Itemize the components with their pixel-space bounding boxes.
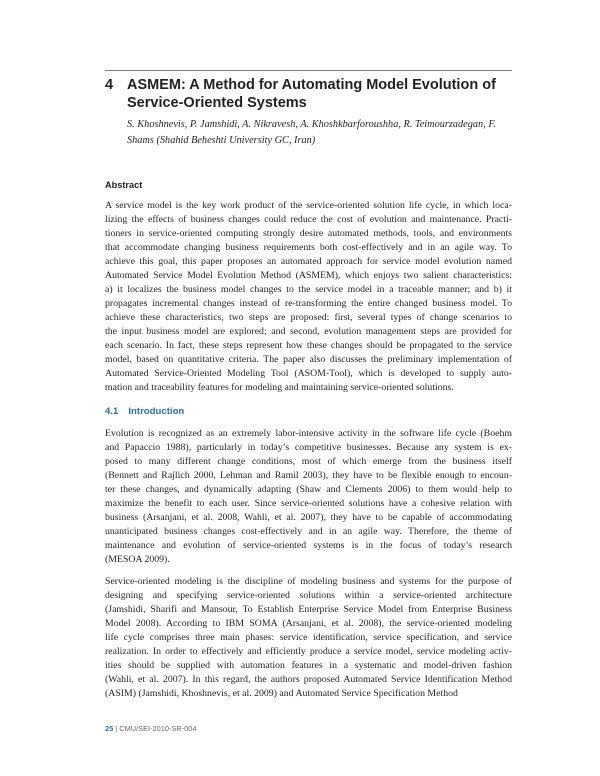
intro-line: ter these changes, and dynamically adapting (Shaw and Clements 2006) to them would help to	[105, 484, 512, 495]
abstract-paragraph	[105, 199, 512, 395]
intro-line: designing and specifying service-oriented solutions within a service-oriented architecture	[105, 590, 512, 601]
abstract-line: achieve this goal, this paper proposes an automated approach for service model evolution named	[105, 256, 512, 267]
intro-line: unanticipated business changes cost-effectively and in an agile way. Therefore, the theme of	[105, 526, 512, 537]
header-rule	[105, 70, 512, 71]
footer-separator: |	[115, 724, 118, 733]
chapter-number: 4	[105, 77, 114, 93]
intro-line: (Jamshidi, Sharifi and Mansour, To Establish Enterprise Service Model from Enterprise Business	[105, 604, 512, 615]
intro-line: life cycle comprises three main phases: service identification, service specification, and service	[105, 632, 512, 643]
abstract-line: model, based on quantitative criteria. The paper also discusses the preliminary implementation of	[105, 354, 512, 365]
author-list	[127, 117, 512, 149]
section-heading	[105, 406, 184, 417]
abstract-line: tioners in service-oriented computing strongly desire automated methods, tools, and environments	[105, 228, 512, 239]
abstract-line: achieve these characteristics, two steps are proposed: first, several types of change scenarios to	[105, 312, 512, 323]
page-number: 25	[105, 724, 114, 733]
abstract-line: lizing the effects of business changes could reduce the cost of evolution and maintenance. Practi-	[105, 214, 512, 225]
chapter-title-text	[127, 76, 496, 112]
abstract-line: the input business model are explored; and second, evolution management steps are provided for	[105, 326, 512, 337]
abstract-line: each scenario. In fact, these steps represent how these changes should be propagated to the service	[105, 340, 512, 351]
intro-line: (ASIM) (Jamshidi, Khoshnevis, et al. 2009) and Automated Service Specification Method	[105, 688, 458, 699]
abstract-line: A service model is the key work product of the service-oriented solution life cycle, in which loca-	[105, 200, 512, 211]
chapter-title	[105, 76, 512, 112]
intro-paragraph-2	[105, 575, 512, 701]
intro-line: posed to many different change conditions, most of which emerge from the business itself	[105, 456, 512, 467]
report-id: CMU/SEI-2010-SR-004	[119, 724, 197, 733]
abstract-line: propagates incremental changes instead of re-transforming the entire changed business model. To	[105, 298, 512, 309]
intro-line: Service-oriented modeling is the discipline of modeling business and systems for the purpose of	[105, 576, 512, 587]
intro-line: Model 2008). According to IBM SOMA (Arsanjani, et al. 2008), the service-oriented modeling	[105, 618, 512, 629]
intro-line: ities should be supplied with automation features in a systematic and model-driven fashion	[105, 660, 512, 671]
intro-line: (MESOA 2009).	[105, 554, 170, 565]
author-line-1: S. Khoshnevis, P. Jamshidi, A. Nikravesh, A. Khoshkbarforoushha, R. Teimourzadegan, F.	[127, 119, 496, 130]
abstract-line: Automated Service Model Evolution Method (ASMEM), which enjoys two salient characteristics:	[105, 270, 512, 281]
intro-line: maximize the benefit to each user. Since service-oriented solutions have a cohesive relation with	[105, 498, 512, 509]
section-title: Introduction	[128, 406, 185, 417]
intro-line: maintenance and evolution of service-oriented systems is in the focus of today’s research	[105, 540, 512, 551]
intro-line: business (Arsanjani, et al. 2008, Wahli, et al. 2007), they have to be capable of accommodating	[105, 512, 512, 523]
abstract-line: Automated Service-Oriented Modeling Tool (ASOM-Tool), which is developed to supply auto-	[105, 368, 512, 379]
chapter-title-line-2: Service-Oriented Systems	[127, 95, 307, 111]
abstract-line: a) it localizes the business model changes to the service model in a traceable manner; and b) it	[105, 284, 512, 295]
intro-line: (Wahli, et al. 2007). In this regard, the authors proposed Automated Service Identification Method	[105, 674, 512, 685]
chapter-title-line-1: ASMEM: A Method for Automating Model Evolution of	[127, 77, 496, 93]
section-number: 4.1	[105, 406, 119, 417]
abstract-line: mation and traceability features for modeling and maintaining service-oriented solutions.	[105, 382, 454, 393]
intro-line: and Papaccio 1988), particularly in today’s competitive businesses. Because any system is ex-	[105, 442, 512, 453]
intro-line: Evolution is recognized as an extremely labor-intensive activity in the software life cycle (Boehm	[105, 428, 512, 439]
intro-paragraph-1	[105, 427, 512, 567]
abstract-line: that accommodate changing business requirements both cost-effectively and in an agile way. To	[105, 242, 512, 253]
abstract-heading: Abstract	[105, 180, 143, 190]
intro-line: realization. In order to effectively and efficiently produce a service model, service modeling activ-	[105, 646, 512, 657]
page-footer	[105, 724, 197, 733]
author-line-2: Shams (Shahid Beheshti University GC, Iran)	[127, 135, 316, 146]
intro-line: (Bennett and Rajlich 2000, Lehman and Ramil 2003), they have to be flexible enough to encoun-	[105, 470, 512, 481]
